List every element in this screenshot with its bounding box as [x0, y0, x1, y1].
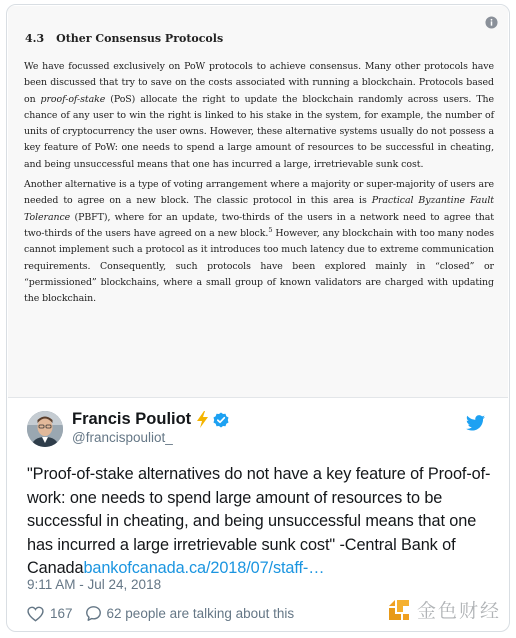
verified-badge-icon	[213, 412, 229, 428]
like-count[interactable]: 167	[50, 606, 73, 621]
twitter-bird-icon[interactable]	[466, 415, 485, 431]
paragraph-1-term: proof-of-stake	[40, 93, 106, 105]
section-number: 4.3	[25, 32, 45, 45]
watermark-text: 金色财经	[416, 600, 501, 622]
paragraph-2-text-a: Another alternative is a type of voting arrangement where a majority or super-majority of users are needed to agree on a new block. The classic protocol in this area is	[24, 179, 494, 207]
talking-count[interactable]: 62 people are talking about this	[106, 606, 295, 621]
heart-icon[interactable]	[27, 606, 44, 622]
tweet-link[interactable]: bankofcanada.ca/2018/07/staff-…	[83, 559, 325, 577]
reply-bubble-icon[interactable]	[85, 605, 102, 622]
lightning-emoji	[196, 411, 209, 428]
tweet-timestamp[interactable]: 9:11 AM - Jul 24, 2018	[27, 577, 162, 592]
paragraph-1-text-a: We have focussed exclusively on PoW protocols to achieve consensus. Many other protocols have been discussed that try to save on the costs associated with running a blockchain. Protocols based on	[24, 61, 494, 105]
paragraph-1	[24, 59, 494, 173]
tweet-actions	[27, 605, 294, 622]
avatar[interactable]	[27, 411, 63, 447]
watermark	[387, 596, 501, 623]
author-name-row	[72, 410, 229, 429]
section-heading	[25, 32, 494, 45]
info-icon[interactable]	[485, 16, 498, 29]
author-name[interactable]: Francis Pouliot	[72, 410, 192, 428]
author-handle[interactable]: @francispouliot_	[72, 430, 173, 445]
footnote-marker: 5	[268, 225, 273, 234]
section-title: Other Consensus Protocols	[56, 32, 224, 45]
tweet-text	[27, 463, 497, 581]
embedded-tweet-card	[6, 4, 510, 632]
jinse-logo-icon	[387, 598, 411, 622]
paragraph-2	[24, 177, 494, 307]
author-block[interactable]	[72, 410, 229, 445]
paragraph-2-text-c: However, any blockchain with too many nodes cannot implement such a protocol as it introduces too much latency due to extreme communication requirements. Consequently, such protocols have been explored mainly in “closed” or “permissioned” blockchains, where a small group of known validators are charged with updating the blockchain.	[24, 227, 494, 305]
tweet-body: "Proof-of-stake alternatives do not have a key feature of Proof-of-work: one needs to spend large amount of resources to be successful in cheating, and being unsuccessful means that one has incurred a large irretrievable sunk cost" -Central Bank of Canada	[27, 465, 491, 577]
paragraph-1-text-b: (PoS) allocate the right to update the blockchain randomly across users. The chance of any user to win the right is linked to his stake in the system, for example, the number of units of cryptocurrency the user owns. However, these alternative systems usually do not possess a key feature of PoW: one needs to spend a large amount of resources to be successful in cheating, and being unsuccessful means that one has incurred a large, irretrievable sunk cost.	[24, 93, 495, 170]
quoted-document-image	[8, 6, 508, 398]
paragraph-2-text-b: (PBFT), where for an update, two-thirds of the users in a network need to agree that two-thirds of the users have agreed on a new block.	[24, 211, 494, 239]
paragraph-2-term: Practical Byzantine Fault Tolerance	[24, 195, 495, 223]
